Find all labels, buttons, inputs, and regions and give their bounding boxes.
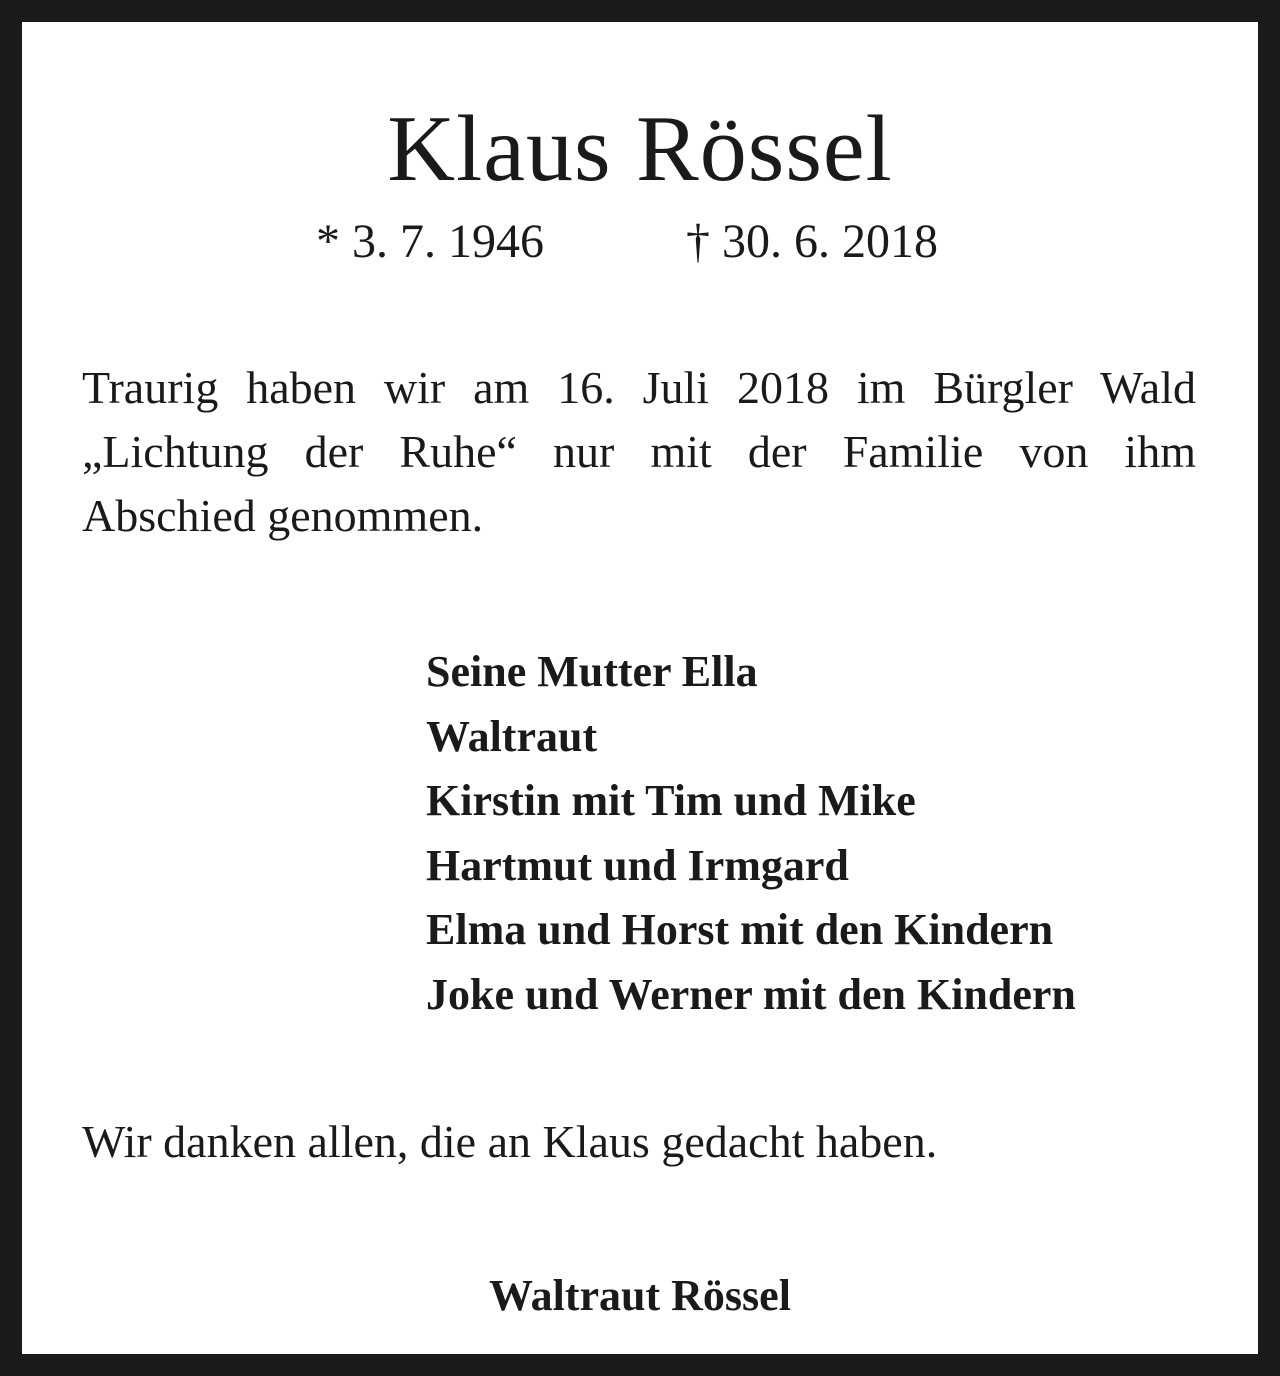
announcement-text [82,356,1196,548]
birth-date: * 3. 7. 1946 [316,215,544,268]
mourner-entry: Kirstin mit Tim und Mike [426,776,916,825]
thanks-text: Wir danken allen, die an Klaus gedacht haben. [82,1116,938,1167]
mourners-list [426,640,1076,1027]
announcement-line: „Lichtung der Ruhe“ nur mit der Familie von ihm [82,426,1196,477]
life-dates [22,212,1258,272]
mourner-entry: Seine Mutter Ella [426,647,758,696]
announcement-line: Traurig haben wir am 16. Juli 2018 im Bürgler Wald [82,362,1196,413]
announcement-line: Abschied genommen. [82,490,484,541]
mourner-entry: Joke und Werner mit den Kindern [426,969,1076,1019]
deceased-name: Klaus Rössel [387,97,893,201]
obituary-notice [22,22,1258,1354]
mourner-entry: Hartmut und Irmgard [426,840,849,890]
mourner-entry: Waltraut [426,711,598,761]
mourner-entry: Elma und Horst mit den Kindern [426,905,1054,954]
signature: Waltraut Rössel [489,1271,791,1320]
death-date: † 30. 6. 2018 [686,215,938,268]
